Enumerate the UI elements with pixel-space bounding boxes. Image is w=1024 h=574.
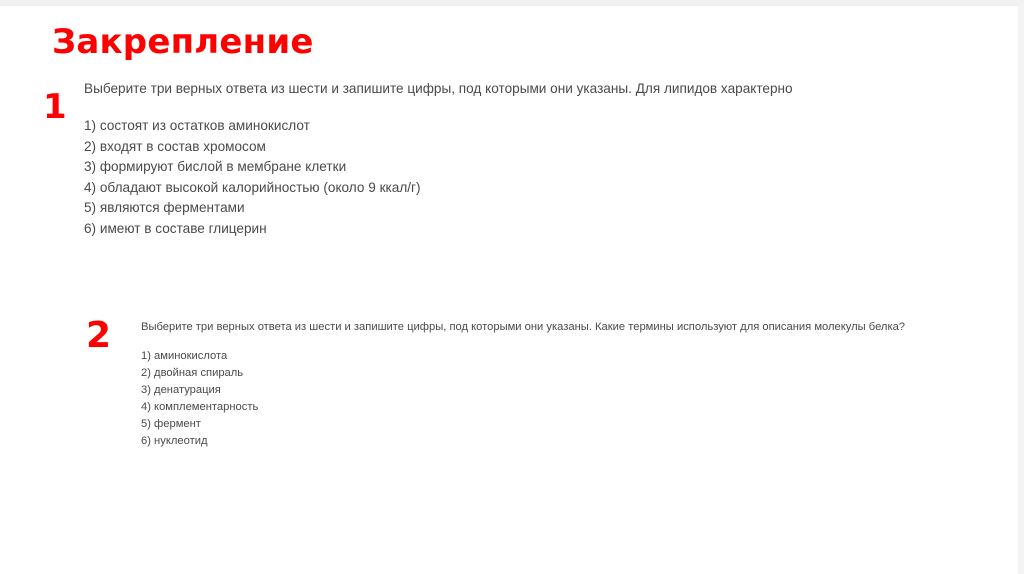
question-2-option-1: 1) аминокислота bbox=[141, 350, 228, 362]
question-2-option-6: 6) нуклеотид bbox=[141, 435, 208, 447]
question-1-option-5: 5) являются ферментами bbox=[84, 200, 245, 215]
question-number-2: 2 bbox=[86, 315, 112, 356]
question-1-option-3: 3) формируют бислой в мембране клетки bbox=[84, 159, 347, 174]
question-1-options bbox=[84, 116, 984, 239]
question-2-options bbox=[141, 348, 1001, 450]
question-2-option-3: 3) денатурация bbox=[141, 384, 221, 396]
question-1-prompt: Выберите три верных ответа из шести и запишите цифры, под которыми они указаны. Для липидов характерно bbox=[84, 81, 793, 96]
question-1 bbox=[84, 80, 984, 239]
question-1-option-6: 6) имеют в составе глицерин bbox=[84, 220, 267, 236]
slide-frame-top bbox=[0, 0, 1024, 6]
question-1-option-2: 2) входят в состав хромосом bbox=[84, 138, 266, 154]
slide-frame-right bbox=[1018, 0, 1024, 574]
slide-title: Закрепление bbox=[52, 22, 314, 62]
question-1-option-1: 1) состоят из остатков аминокислот bbox=[84, 118, 310, 133]
question-2 bbox=[141, 319, 1001, 450]
question-number-1: 1 bbox=[43, 87, 67, 127]
question-2-option-4: 4) комплементарность bbox=[141, 401, 259, 413]
question-2-option-2: 2) двойная спираль bbox=[141, 367, 244, 379]
question-1-option-4: 4) обладают высокой калорийностью (около 9 ккал/г) bbox=[84, 179, 421, 195]
question-2-option-5: 5) фермент bbox=[141, 418, 201, 430]
question-2-prompt: Выберите три верных ответа из шести и запишите цифры, под которыми они указаны. Какие термины используют для описания молекулы белка? bbox=[141, 321, 906, 333]
